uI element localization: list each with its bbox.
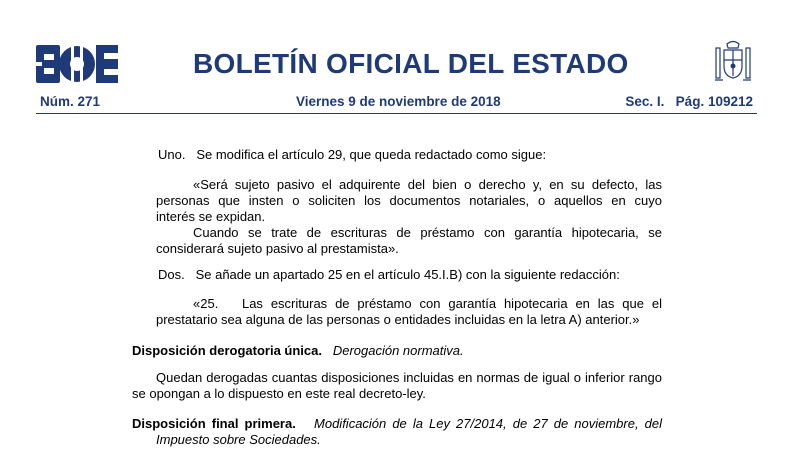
uno-label: Uno.: [158, 147, 186, 162]
final-provision-heading: [132, 416, 662, 432]
derogation-line-1: Quedan derogadas cuantas disposiciones incluidas en normas de igual o inferior rango: [156, 370, 662, 385]
derogation-line-2: se opongan a lo dispuesto en este real decreto-ley.: [132, 386, 426, 401]
derogation-subtitle: Derogación normativa.: [332, 343, 464, 358]
final-subtitle-line-1: Modificación de la Ley 27/2014, de 27 de noviembre, del: [314, 416, 662, 431]
issue-date: Viernes 9 de noviembre de 2018: [296, 94, 501, 109]
dos-text: Se añade un apartado 25 en el artículo 45.I.B) con la siguiente redacción:: [195, 267, 620, 282]
coat-of-arms-icon: [713, 38, 753, 86]
boe-logo: [36, 45, 118, 83]
derogation-title: Disposición derogatoria única.: [132, 343, 322, 358]
quote-1-line-3: interés se expidan.: [156, 209, 266, 224]
quote-3-line-1: «25. Las escrituras de préstamo con garantía hipotecaria en las que el: [193, 296, 662, 311]
issue-number: Núm. 271: [40, 94, 101, 109]
quote-1-line-2: personas que insten o soliciten los documentos notariales, o aquellos en cuyo: [156, 193, 662, 208]
newspaper-title: BOLETÍN OFICIAL DEL ESTADO: [193, 48, 629, 79]
paragraph-uno: [158, 147, 546, 163]
quote-2-line-1: Cuando se trate de escrituras de préstamo con garantía hipotecaria, se: [193, 225, 662, 240]
derogation-heading: [132, 343, 464, 359]
quote-1-line-1: «Será sujeto pasivo el adquirente del bien o derecho y, en su defecto, las: [193, 177, 662, 192]
final-subtitle-line-2: Impuesto sobre Sociedades.: [156, 432, 321, 447]
uno-text: Se modifica el artículo 29, que queda redactado como sigue:: [196, 147, 547, 162]
paragraph-dos: [158, 267, 620, 283]
section-page: Sec. I. Pág. 109212: [625, 94, 753, 109]
quote-3-line-2: prestatario sea alguna de las personas o entidades incluidas en la letra A) anterior.»: [156, 312, 640, 327]
quote-2-line-2: considerará sujeto pasivo al prestamista».: [156, 241, 399, 256]
header-rule: [36, 113, 757, 114]
final-title: Disposición final primera.: [132, 416, 296, 431]
dos-label: Dos.: [158, 267, 185, 282]
